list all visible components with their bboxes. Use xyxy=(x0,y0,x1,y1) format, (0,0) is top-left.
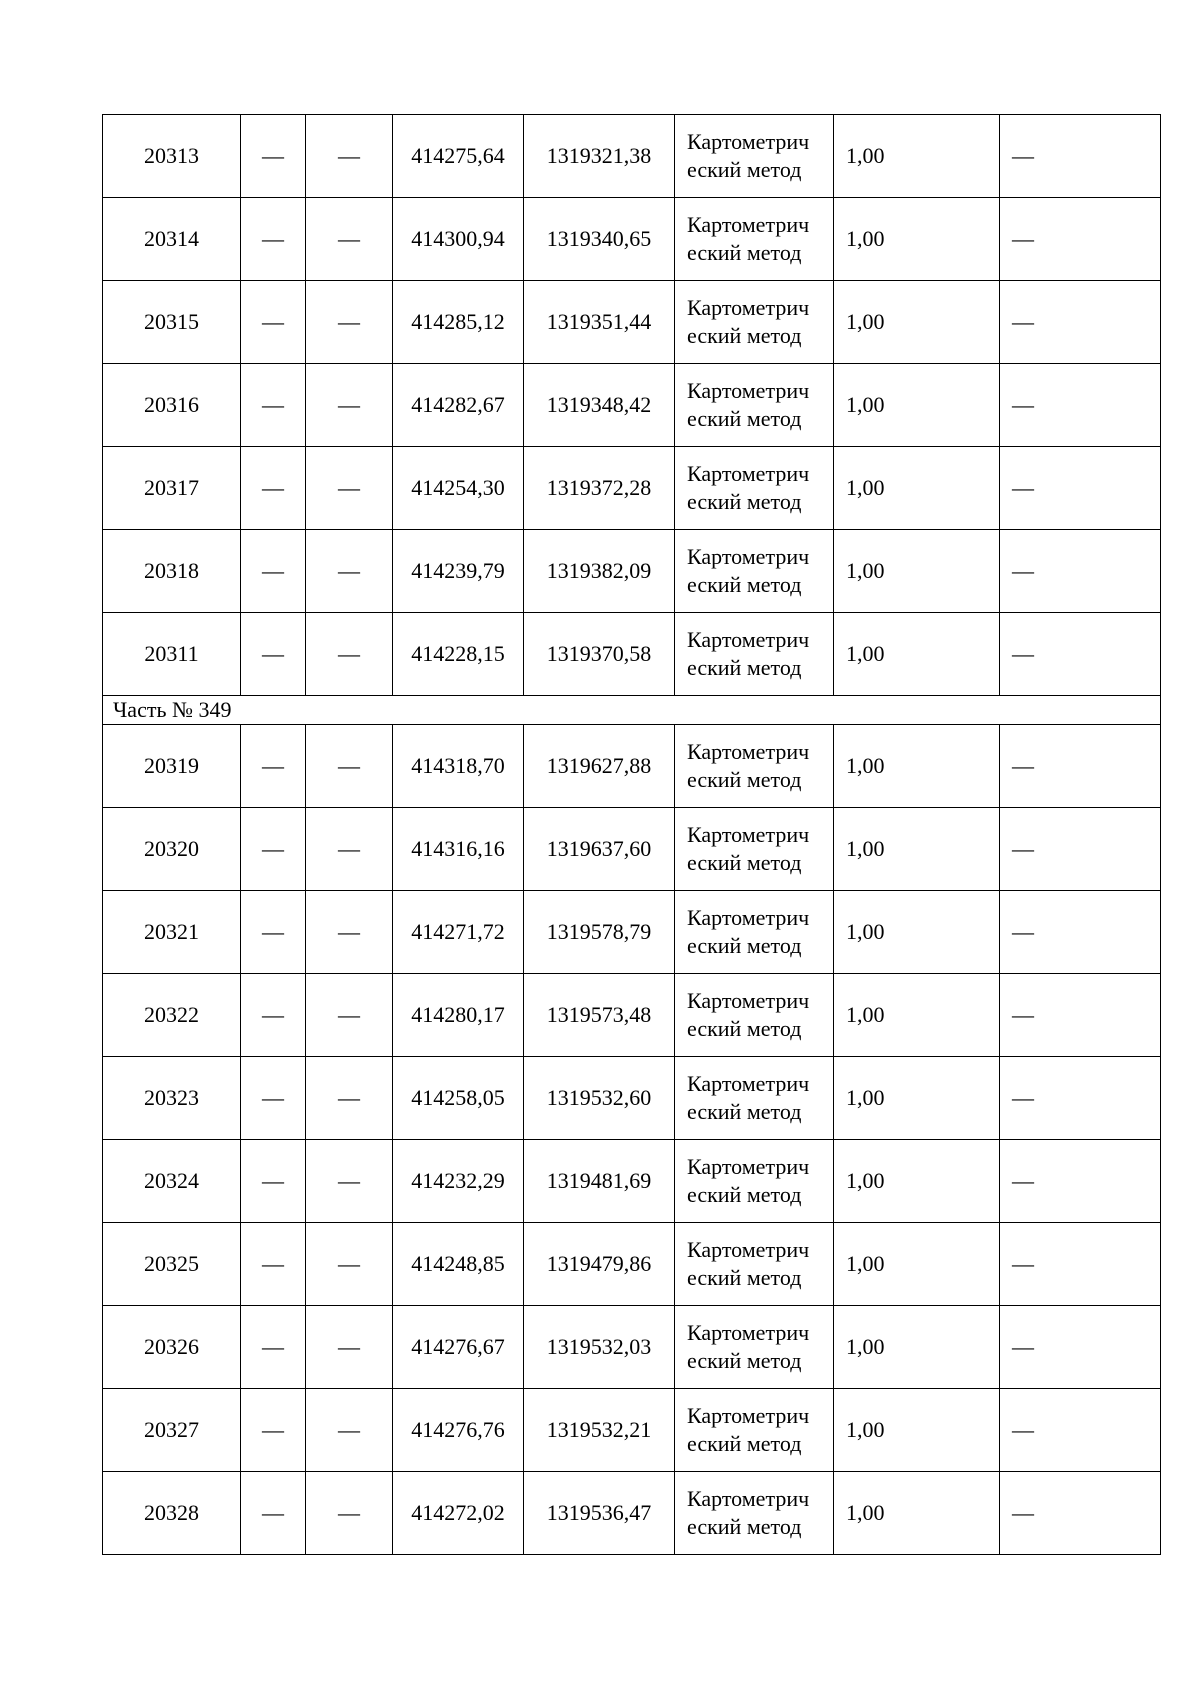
point-number-cell: 20326 xyxy=(103,1306,241,1389)
method-cell xyxy=(675,613,834,696)
table-row xyxy=(103,1472,1161,1555)
empty-value-cell: — xyxy=(241,1472,306,1555)
method-text: Картометрический метод xyxy=(687,1486,810,1539)
method-text: Картометрический метод xyxy=(687,739,810,792)
empty-value-cell: — xyxy=(241,891,306,974)
empty-value-cell: — xyxy=(1000,281,1161,364)
x-coordinate-cell: 414282,67 xyxy=(393,364,524,447)
accuracy-cell: 1,00 xyxy=(834,725,1000,808)
point-number-cell: 20317 xyxy=(103,447,241,530)
empty-value-cell: — xyxy=(241,115,306,198)
method-cell xyxy=(675,891,834,974)
part-header-row xyxy=(103,696,1161,725)
point-number-cell: 20313 xyxy=(103,115,241,198)
accuracy-cell: 1,00 xyxy=(834,530,1000,613)
y-coordinate-cell: 1319481,69 xyxy=(524,1140,675,1223)
point-number-cell: 20323 xyxy=(103,1057,241,1140)
empty-value-cell: — xyxy=(1000,1057,1161,1140)
empty-value-cell: — xyxy=(306,364,393,447)
table-row xyxy=(103,281,1161,364)
method-text: Картометрический метод xyxy=(687,988,810,1041)
empty-value-cell: — xyxy=(306,1223,393,1306)
accuracy-cell: 1,00 xyxy=(834,613,1000,696)
empty-value-cell: — xyxy=(306,1306,393,1389)
table-row xyxy=(103,530,1161,613)
y-coordinate-cell: 1319532,21 xyxy=(524,1389,675,1472)
accuracy-cell: 1,00 xyxy=(834,1472,1000,1555)
table-row xyxy=(103,808,1161,891)
x-coordinate-cell: 414280,17 xyxy=(393,974,524,1057)
table-row xyxy=(103,974,1161,1057)
table-row xyxy=(103,1306,1161,1389)
method-cell xyxy=(675,1389,834,1472)
empty-value-cell: — xyxy=(306,447,393,530)
empty-value-cell: — xyxy=(241,1306,306,1389)
point-number-cell: 20325 xyxy=(103,1223,241,1306)
part-title: Часть № 349 xyxy=(103,696,1161,725)
point-number-cell: 20314 xyxy=(103,198,241,281)
method-cell xyxy=(675,364,834,447)
method-text: Картометрический метод xyxy=(687,822,810,875)
point-number-cell: 20328 xyxy=(103,1472,241,1555)
empty-value-cell: — xyxy=(241,1223,306,1306)
table-row xyxy=(103,364,1161,447)
table-row xyxy=(103,891,1161,974)
method-cell xyxy=(675,1140,834,1223)
method-cell xyxy=(675,198,834,281)
accuracy-cell: 1,00 xyxy=(834,1057,1000,1140)
x-coordinate-cell: 414316,16 xyxy=(393,808,524,891)
empty-value-cell: — xyxy=(1000,808,1161,891)
y-coordinate-cell: 1319351,44 xyxy=(524,281,675,364)
x-coordinate-cell: 414318,70 xyxy=(393,725,524,808)
empty-value-cell: — xyxy=(241,1389,306,1472)
empty-value-cell: — xyxy=(306,1389,393,1472)
accuracy-cell: 1,00 xyxy=(834,281,1000,364)
accuracy-cell: 1,00 xyxy=(834,1306,1000,1389)
point-number-cell: 20321 xyxy=(103,891,241,974)
x-coordinate-cell: 414276,76 xyxy=(393,1389,524,1472)
x-coordinate-cell: 414254,30 xyxy=(393,447,524,530)
y-coordinate-cell: 1319321,38 xyxy=(524,115,675,198)
x-coordinate-cell: 414228,15 xyxy=(393,613,524,696)
table-row xyxy=(103,725,1161,808)
empty-value-cell: — xyxy=(241,1057,306,1140)
x-coordinate-cell: 414272,02 xyxy=(393,1472,524,1555)
point-number-cell: 20327 xyxy=(103,1389,241,1472)
y-coordinate-cell: 1319627,88 xyxy=(524,725,675,808)
empty-value-cell: — xyxy=(306,1140,393,1223)
empty-value-cell: — xyxy=(1000,613,1161,696)
method-cell xyxy=(675,447,834,530)
x-coordinate-cell: 414285,12 xyxy=(393,281,524,364)
empty-value-cell: — xyxy=(241,725,306,808)
method-cell xyxy=(675,530,834,613)
empty-value-cell: — xyxy=(306,891,393,974)
empty-value-cell: — xyxy=(241,281,306,364)
x-coordinate-cell: 414271,72 xyxy=(393,891,524,974)
empty-value-cell: — xyxy=(241,1140,306,1223)
empty-value-cell: — xyxy=(1000,364,1161,447)
accuracy-cell: 1,00 xyxy=(834,808,1000,891)
x-coordinate-cell: 414232,29 xyxy=(393,1140,524,1223)
table-row xyxy=(103,447,1161,530)
x-coordinate-cell: 414248,85 xyxy=(393,1223,524,1306)
method-cell xyxy=(675,808,834,891)
accuracy-cell: 1,00 xyxy=(834,198,1000,281)
accuracy-cell: 1,00 xyxy=(834,1140,1000,1223)
accuracy-cell: 1,00 xyxy=(834,974,1000,1057)
empty-value-cell: — xyxy=(1000,447,1161,530)
empty-value-cell: — xyxy=(1000,198,1161,281)
point-number-cell: 20320 xyxy=(103,808,241,891)
empty-value-cell: — xyxy=(1000,115,1161,198)
empty-value-cell: — xyxy=(1000,1140,1161,1223)
method-cell xyxy=(675,1223,834,1306)
accuracy-cell: 1,00 xyxy=(834,1389,1000,1472)
empty-value-cell: — xyxy=(1000,1223,1161,1306)
y-coordinate-cell: 1319340,65 xyxy=(524,198,675,281)
x-coordinate-cell: 414300,94 xyxy=(393,198,524,281)
point-number-cell: 20315 xyxy=(103,281,241,364)
y-coordinate-cell: 1319578,79 xyxy=(524,891,675,974)
y-coordinate-cell: 1319637,60 xyxy=(524,808,675,891)
method-text: Картометрический метод xyxy=(687,1154,810,1207)
method-text: Картометрический метод xyxy=(687,627,810,680)
table-row xyxy=(103,115,1161,198)
empty-value-cell: — xyxy=(241,808,306,891)
y-coordinate-cell: 1319532,03 xyxy=(524,1306,675,1389)
table-body xyxy=(103,115,1161,1555)
empty-value-cell: — xyxy=(1000,1306,1161,1389)
accuracy-cell: 1,00 xyxy=(834,891,1000,974)
method-text: Картометрический метод xyxy=(687,129,810,182)
y-coordinate-cell: 1319348,42 xyxy=(524,364,675,447)
method-text: Картометрический метод xyxy=(687,1071,810,1124)
empty-value-cell: — xyxy=(306,725,393,808)
empty-value-cell: — xyxy=(306,530,393,613)
empty-value-cell: — xyxy=(1000,891,1161,974)
empty-value-cell: — xyxy=(1000,974,1161,1057)
method-text: Картометрический метод xyxy=(687,1403,810,1456)
empty-value-cell: — xyxy=(306,1472,393,1555)
method-text: Картометрический метод xyxy=(687,378,810,431)
point-number-cell: 20311 xyxy=(103,613,241,696)
y-coordinate-cell: 1319370,58 xyxy=(524,613,675,696)
table-row xyxy=(103,613,1161,696)
method-text: Картометрический метод xyxy=(687,1320,810,1373)
method-text: Картометрический метод xyxy=(687,295,810,348)
table-row xyxy=(103,1140,1161,1223)
point-number-cell: 20322 xyxy=(103,974,241,1057)
method-text: Картометрический метод xyxy=(687,905,810,958)
empty-value-cell: — xyxy=(1000,530,1161,613)
empty-value-cell: — xyxy=(241,974,306,1057)
y-coordinate-cell: 1319536,47 xyxy=(524,1472,675,1555)
method-cell xyxy=(675,1057,834,1140)
empty-value-cell: — xyxy=(306,115,393,198)
method-cell xyxy=(675,725,834,808)
y-coordinate-cell: 1319382,09 xyxy=(524,530,675,613)
x-coordinate-cell: 414258,05 xyxy=(393,1057,524,1140)
table-row xyxy=(103,198,1161,281)
table-row xyxy=(103,1223,1161,1306)
empty-value-cell: — xyxy=(241,613,306,696)
empty-value-cell: — xyxy=(306,974,393,1057)
method-cell xyxy=(675,1472,834,1555)
method-text: Картометрический метод xyxy=(687,1237,810,1290)
x-coordinate-cell: 414276,67 xyxy=(393,1306,524,1389)
y-coordinate-cell: 1319372,28 xyxy=(524,447,675,530)
empty-value-cell: — xyxy=(241,530,306,613)
table-row xyxy=(103,1057,1161,1140)
empty-value-cell: — xyxy=(306,1057,393,1140)
empty-value-cell: — xyxy=(241,364,306,447)
method-text: Картометрический метод xyxy=(687,461,810,514)
method-cell xyxy=(675,1306,834,1389)
empty-value-cell: — xyxy=(241,447,306,530)
method-text: Картометрический метод xyxy=(687,212,810,265)
method-cell xyxy=(675,974,834,1057)
x-coordinate-cell: 414239,79 xyxy=(393,530,524,613)
accuracy-cell: 1,00 xyxy=(834,447,1000,530)
y-coordinate-cell: 1319479,86 xyxy=(524,1223,675,1306)
coordinates-table xyxy=(102,114,1161,1555)
accuracy-cell: 1,00 xyxy=(834,364,1000,447)
empty-value-cell: — xyxy=(1000,1472,1161,1555)
point-number-cell: 20316 xyxy=(103,364,241,447)
y-coordinate-cell: 1319573,48 xyxy=(524,974,675,1057)
method-text: Картометрический метод xyxy=(687,544,810,597)
empty-value-cell: — xyxy=(306,613,393,696)
y-coordinate-cell: 1319532,60 xyxy=(524,1057,675,1140)
point-number-cell: 20324 xyxy=(103,1140,241,1223)
table-row xyxy=(103,1389,1161,1472)
point-number-cell: 20319 xyxy=(103,725,241,808)
empty-value-cell: — xyxy=(306,281,393,364)
accuracy-cell: 1,00 xyxy=(834,115,1000,198)
empty-value-cell: — xyxy=(241,198,306,281)
x-coordinate-cell: 414275,64 xyxy=(393,115,524,198)
point-number-cell: 20318 xyxy=(103,530,241,613)
empty-value-cell: — xyxy=(1000,725,1161,808)
accuracy-cell: 1,00 xyxy=(834,1223,1000,1306)
empty-value-cell: — xyxy=(1000,1389,1161,1472)
empty-value-cell: — xyxy=(306,808,393,891)
empty-value-cell: — xyxy=(306,198,393,281)
method-cell xyxy=(675,281,834,364)
method-cell xyxy=(675,115,834,198)
